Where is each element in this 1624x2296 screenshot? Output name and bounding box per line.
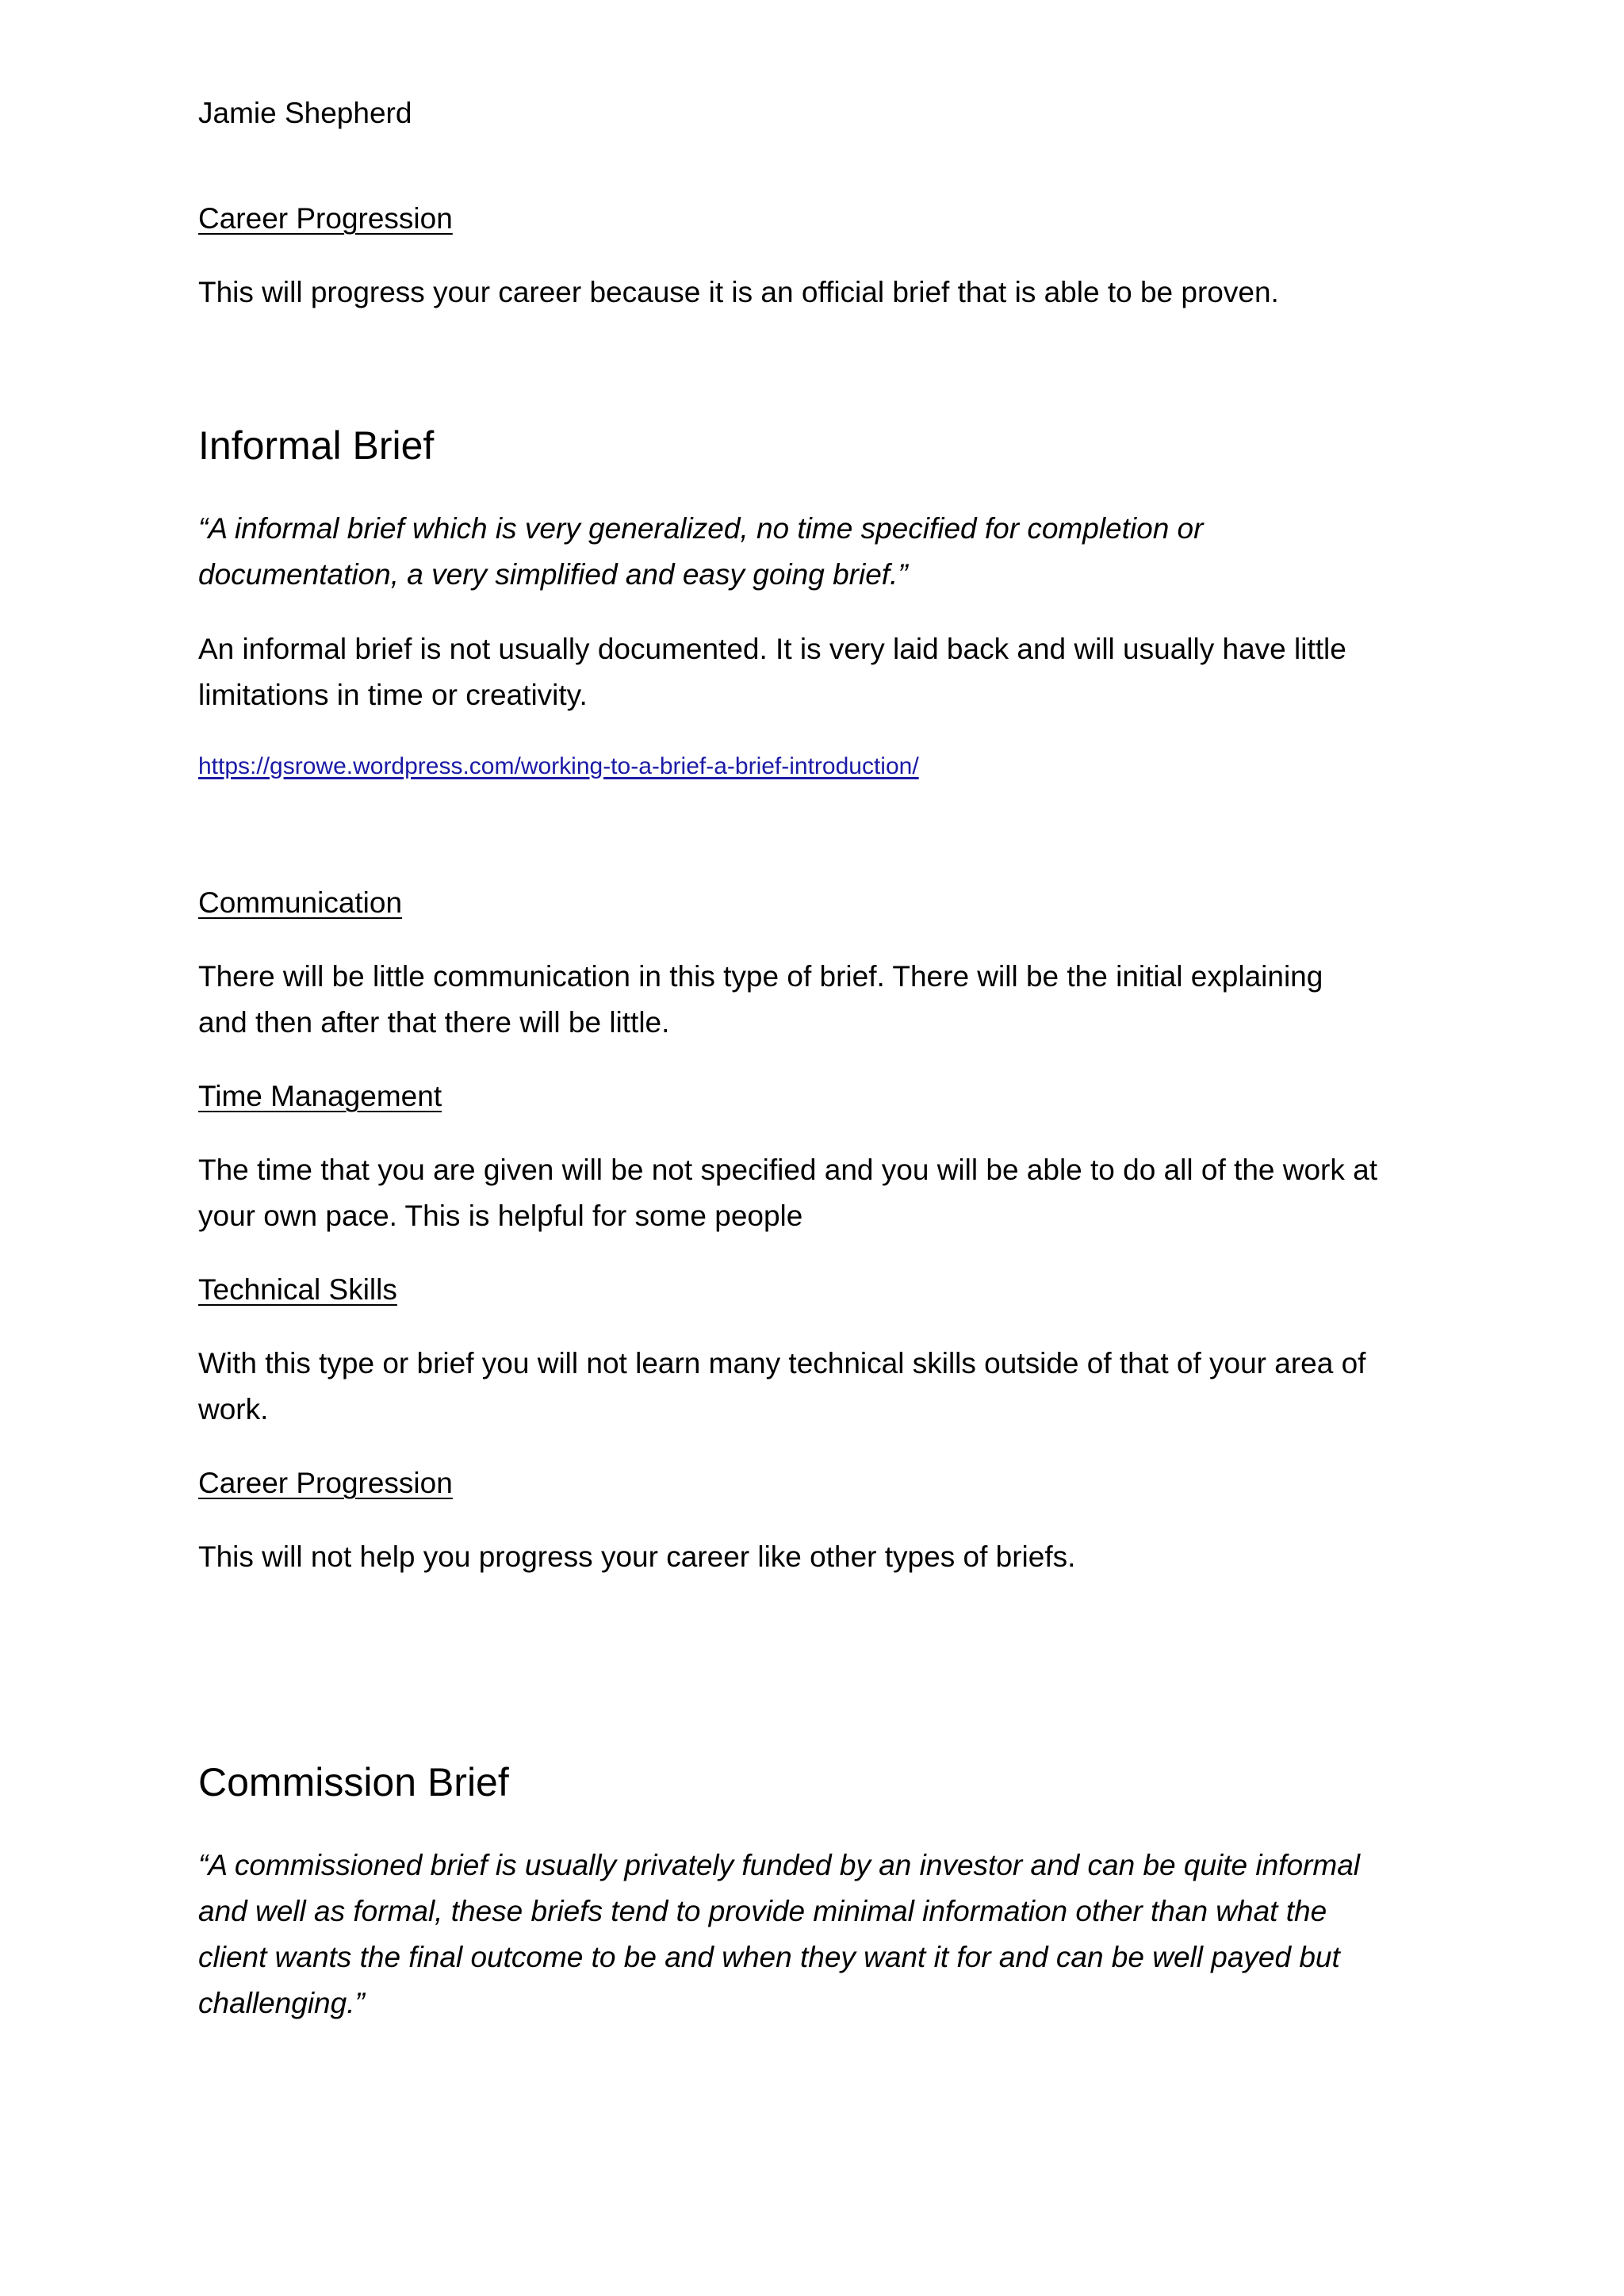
time-management-line-1: The time that you are given will be not specified and you will be able to do all of the work at xyxy=(198,1154,1378,1186)
commission-brief-title: Commission Brief xyxy=(198,1760,509,1804)
time-management-line-2: your own pace. This is helpful for some people xyxy=(198,1200,803,1232)
technical-skills-heading: Technical Skills xyxy=(198,1273,397,1306)
communication-line-2: and then after that there will be little. xyxy=(198,1006,670,1039)
informal-quote-line-2: documentation, a very simplified and easy going brief.” xyxy=(198,558,908,591)
author-name: Jamie Shepherd xyxy=(198,97,412,129)
informal-quote-line-1: “A informal brief which is very generalized, no time specified for completion or xyxy=(198,512,1204,545)
commission-quote-line-2: and well as formal, these briefs tend to provide minimal information other than what the xyxy=(198,1895,1327,1927)
informal-brief-title: Informal Brief xyxy=(198,423,435,468)
formal-career-text: This will progress your career because it is an official brief that is able to be proven. xyxy=(198,276,1279,308)
commission-quote-line-4: challenging.” xyxy=(198,1987,365,2019)
commission-quote-line-3: client wants the final outcome to be and when they want it for and can be well payed but xyxy=(198,1941,1340,1973)
technical-skills-line-1: With this type or brief you will not learn many technical skills outside of that of your area of xyxy=(198,1347,1366,1380)
informal-career-heading: Career Progression xyxy=(198,1467,453,1499)
time-management-heading: Time Management xyxy=(198,1080,442,1112)
communication-heading: Communication xyxy=(198,886,403,919)
informal-intro-line-2: limitations in time or creativity. xyxy=(198,679,588,711)
communication-line-1: There will be little communication in this type of brief. There will be the initial explaining xyxy=(198,960,1323,993)
source-link[interactable]: https://gsrowe.wordpress.com/working-to-a-brief-a-brief-introduction/ xyxy=(198,753,919,779)
formal-career-heading: Career Progression xyxy=(198,202,453,235)
informal-intro-line-1: An informal brief is not usually documented. It is very laid back and will usually have little xyxy=(198,633,1346,665)
technical-skills-line-2: work. xyxy=(198,1393,269,1425)
informal-career-text: This will not help you progress your career like other types of briefs. xyxy=(198,1540,1076,1573)
commission-quote-line-1: “A commissioned brief is usually privately funded by an investor and can be quite informal xyxy=(198,1849,1360,1881)
